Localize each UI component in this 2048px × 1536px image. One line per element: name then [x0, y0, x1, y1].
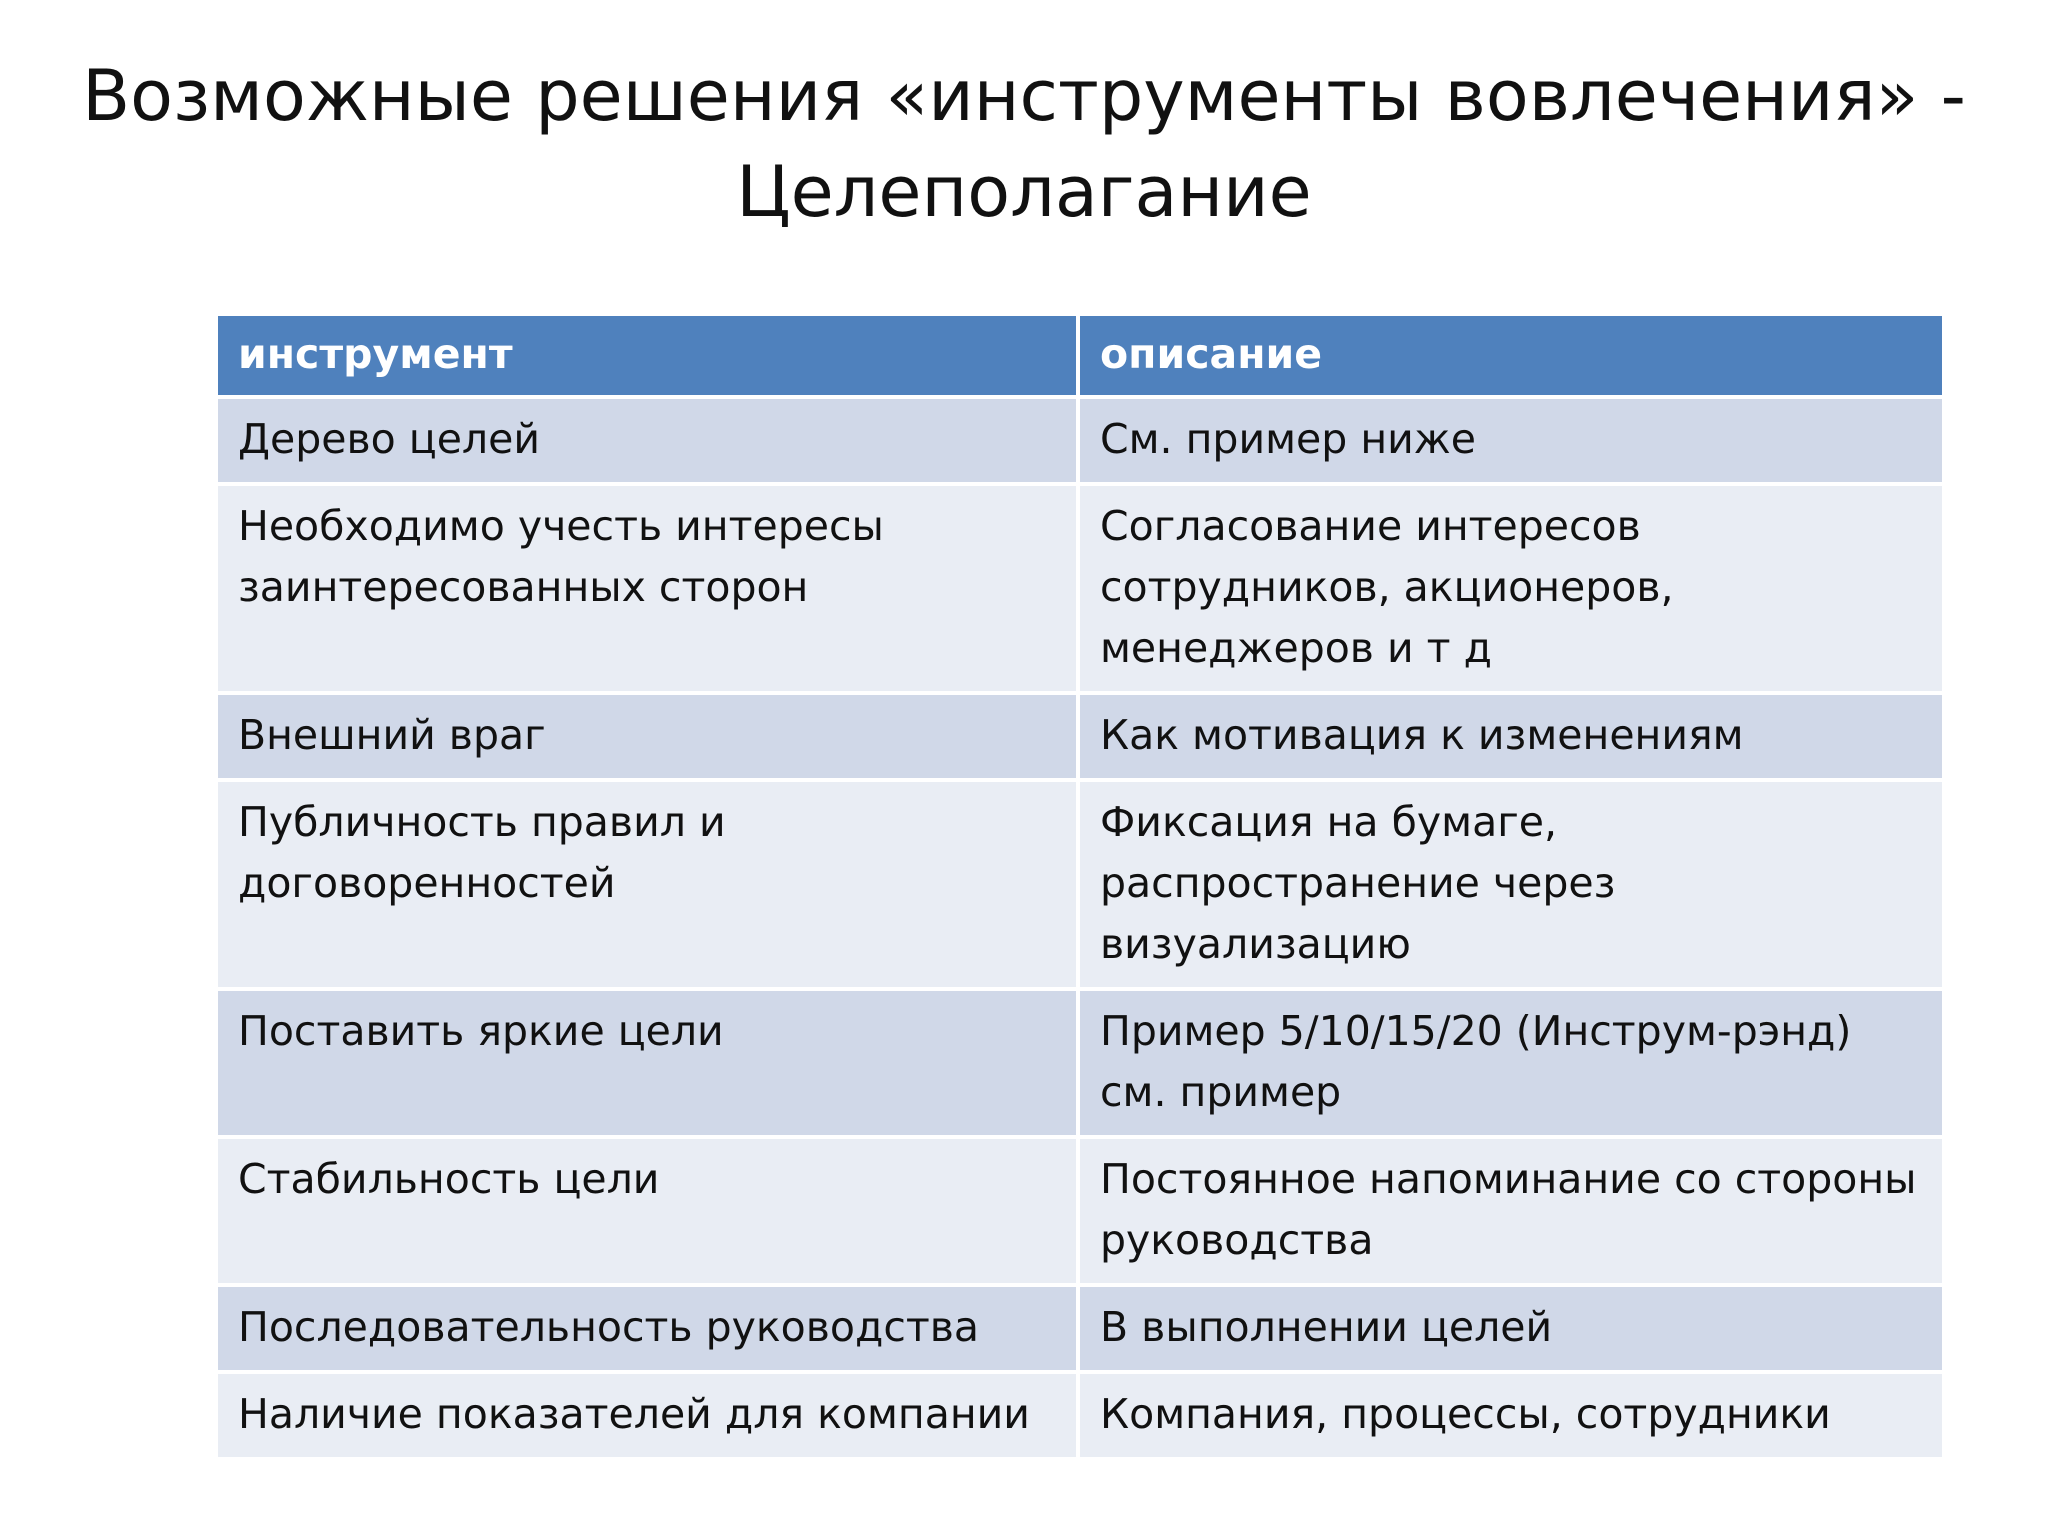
slide-title	[80, 48, 1968, 240]
slide-title-line-1: Возможные решения «инструменты вовлечения» -	[82, 55, 1966, 137]
cell-tool: Последовательность руководства	[218, 1287, 1076, 1370]
cell-tool: Наличие показателей для компании	[218, 1374, 1076, 1457]
cell-tool: Публичность правил и договоренностей	[218, 782, 1076, 987]
cell-tool: Стабильность цели	[218, 1139, 1076, 1283]
cell-description: В выполнении целей	[1080, 1287, 1942, 1370]
cell-tool: Внешний враг	[218, 695, 1076, 778]
table-row	[218, 486, 1942, 691]
cell-description: См. пример ниже	[1080, 399, 1942, 482]
cell-description: Компания, процессы, сотрудники	[1080, 1374, 1942, 1457]
slide-title-line-2: Целеполагание	[736, 151, 1312, 233]
table-row	[218, 695, 1942, 778]
cell-tool: Дерево целей	[218, 399, 1076, 482]
header-description: описание	[1080, 316, 1942, 395]
cell-description: Как мотивация к изменениям	[1080, 695, 1942, 778]
table-row	[218, 991, 1942, 1135]
table-row	[218, 1374, 1942, 1457]
table-row	[218, 399, 1942, 482]
table-row	[218, 1139, 1942, 1283]
header-tool: инструмент	[218, 316, 1076, 395]
cell-tool: Поставить яркие цели	[218, 991, 1076, 1135]
cell-description: Согласование интересов сотрудников, акционеров, менеджеров и т д	[1080, 486, 1942, 691]
cell-description: Постоянное напоминание со стороны руководства	[1080, 1139, 1942, 1283]
table-row	[218, 1287, 1942, 1370]
cell-description: Пример 5/10/15/20 (Инструм-рэнд) см. пример	[1080, 991, 1942, 1135]
cell-description: Фиксация на бумаге, распространение через визуализацию	[1080, 782, 1942, 987]
tools-table	[214, 312, 1946, 1461]
cell-tool: Необходимо учесть интересы заинтересованных сторон	[218, 486, 1076, 691]
table-row	[218, 782, 1942, 987]
table-header-row	[218, 316, 1942, 395]
